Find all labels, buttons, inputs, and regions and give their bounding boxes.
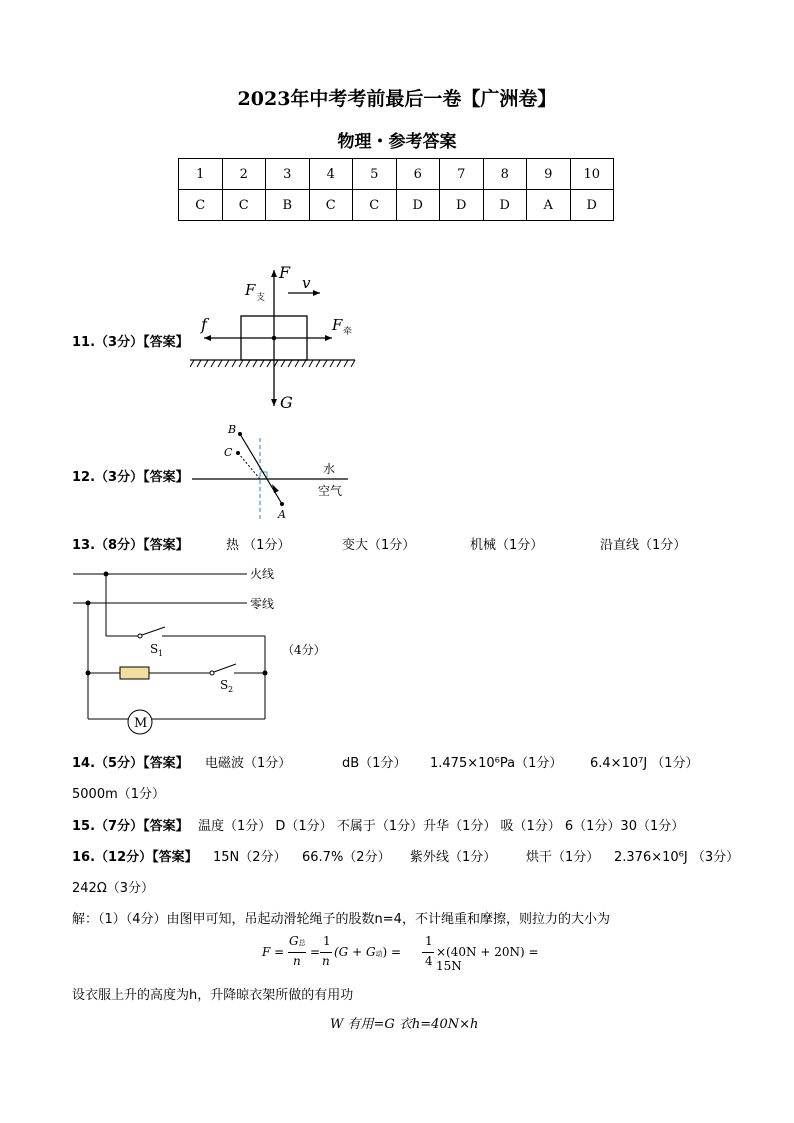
answer-cell: C [309,190,353,221]
point-A [280,502,284,506]
label-s1: S [150,642,159,656]
answer-table-answer-row [179,190,614,221]
switch-s2-pivot [210,671,214,675]
q16-answer-2: 66.7%（2分） [302,850,391,865]
answer-cell: D [396,190,440,221]
point-C [236,451,240,455]
q13-answer-2: 变大（1分） [342,538,416,553]
label-A: A [278,508,286,521]
q13-answer-4: 沿直线（1分） [600,538,687,553]
label-F: F [279,263,291,282]
label-v: v [302,274,311,292]
force-diagram [190,258,360,414]
refraction-diagram [190,420,350,525]
q15-label: 15.（7分）【答案】 [72,819,189,834]
formula-frac1-den: n [293,954,301,968]
q16-answer-line2: 242Ω（3分） [72,881,155,896]
ray-arrowhead [272,484,279,493]
force-formula [262,934,542,974]
label-traction-sub: 牵 [343,327,353,337]
question-number: 3 [266,159,310,190]
circuit-score: （4分） [282,643,326,657]
q14-answer-line2: 5000m（1分） [72,787,166,802]
formula-frac1-num: G总 [289,934,306,948]
useful-work-formula: W 有用=G 衣h=40N×h [330,1017,479,1032]
label-G: G [280,393,293,412]
label-s2: S [220,678,229,692]
question-number: 10 [570,159,614,190]
answer-cell: A [527,190,571,221]
point-B [238,432,242,436]
heater-resistor [120,667,149,679]
question-number: 5 [353,159,397,190]
switch-s1-pivot [138,634,142,638]
formula-mid: (G + G动) = [334,945,402,959]
label-s2-sub: 2 [228,685,234,694]
solution-intro: 解：（1）（4分）由图甲可知，吊起动滑轮绳子的股数n=4，不计绳重和摩擦，则拉力的大小为 [72,912,610,927]
answer-table [178,158,614,221]
question-number: 8 [483,159,527,190]
q16-answer-5: 2.376×10⁶J （3分） [614,850,740,865]
label-B: B [228,423,237,436]
question-number: 7 [440,159,484,190]
q13-answer-1: 热 （1分） [226,538,291,553]
answer-cell: D [483,190,527,221]
label-F-traction: F [332,316,343,334]
question-number: 1 [179,159,223,190]
q13-answer-3: 机械（1分） [470,538,544,553]
question-number: 6 [396,159,440,190]
q14-label: 14.（5分）【答案】 [72,756,189,771]
formula-frac1-bar [288,952,306,953]
ray-line [240,434,282,504]
ground-hatching [190,360,355,367]
q16-answer-1: 15N（2分） [213,850,287,865]
formula-eq1: = [310,945,321,959]
page-title: 2023年中考考前最后一卷【广洲卷】 [237,88,557,110]
answer-cell: C [222,190,266,221]
label-motor: M [134,716,148,731]
label-C: C [224,446,233,459]
q15-answers: 温度（1分） D（1分） 不属于（1分）升华（1分） 吸（1分） 6（1分）30（1分） [198,819,685,834]
question-number: 9 [527,159,571,190]
label-F-support: F [245,281,256,299]
q14-answer-3: 1.475×10⁶Pa（1分） [430,756,563,771]
label-air: 空气 [318,484,343,498]
answer-cell: C [353,190,397,221]
q13-label: 13.（8分）【答案】 [72,538,189,553]
q14-answer-1: 电磁波（1分） [205,756,292,771]
switch-s1-blade [142,627,165,635]
formula-frac2-num: 1 [323,934,331,948]
label-s1-sub: 1 [158,649,164,658]
question-number: 4 [309,159,353,190]
circuit-diagram [70,563,360,735]
question-number: 2 [222,159,266,190]
answer-cell: D [570,190,614,221]
page-subtitle: 物理・参考答案 [337,132,457,152]
label-f: f [201,315,207,334]
formula-frac3-bar [422,952,434,953]
q14-answer-4: 6.4×10⁷J （1分） [590,756,699,771]
q16-label: 16.（12分）【答案】 [72,850,198,865]
label-neutral-wire: 零线 [250,597,275,611]
image-dashed-line [238,453,260,479]
label-live-wire: 火线 [250,567,275,581]
label-support-sub: 支 [256,293,266,303]
formula-frac3-den: 4 [425,954,433,968]
q16-answer-4: 烘干（1分） [526,850,600,865]
q14-answer-2: dB（1分） [342,756,407,771]
formula-frac2-den: n [322,954,330,968]
label-water: 水 [323,462,336,476]
answer-cell: D [440,190,484,221]
switch-s2-blade [214,664,236,672]
formula-frac2-bar [320,952,332,953]
formula-tail: ×(40N + 20N) = 15N [436,945,539,973]
formula-lhs: F = [262,945,285,959]
answer-cell: B [266,190,310,221]
formula-frac3-num: 1 [425,934,433,948]
q16-answer-3: 紫外线（1分） [410,850,497,865]
q12-label: 12.（3分）【答案】 [72,470,189,485]
q11-label: 11.（3分）【答案】 [72,335,189,350]
solution-text-2: 设衣服上升的高度为h，升降晾衣架所做的有用功 [72,988,354,1003]
answer-cell: C [179,190,223,221]
answer-table-number-row [179,159,614,190]
